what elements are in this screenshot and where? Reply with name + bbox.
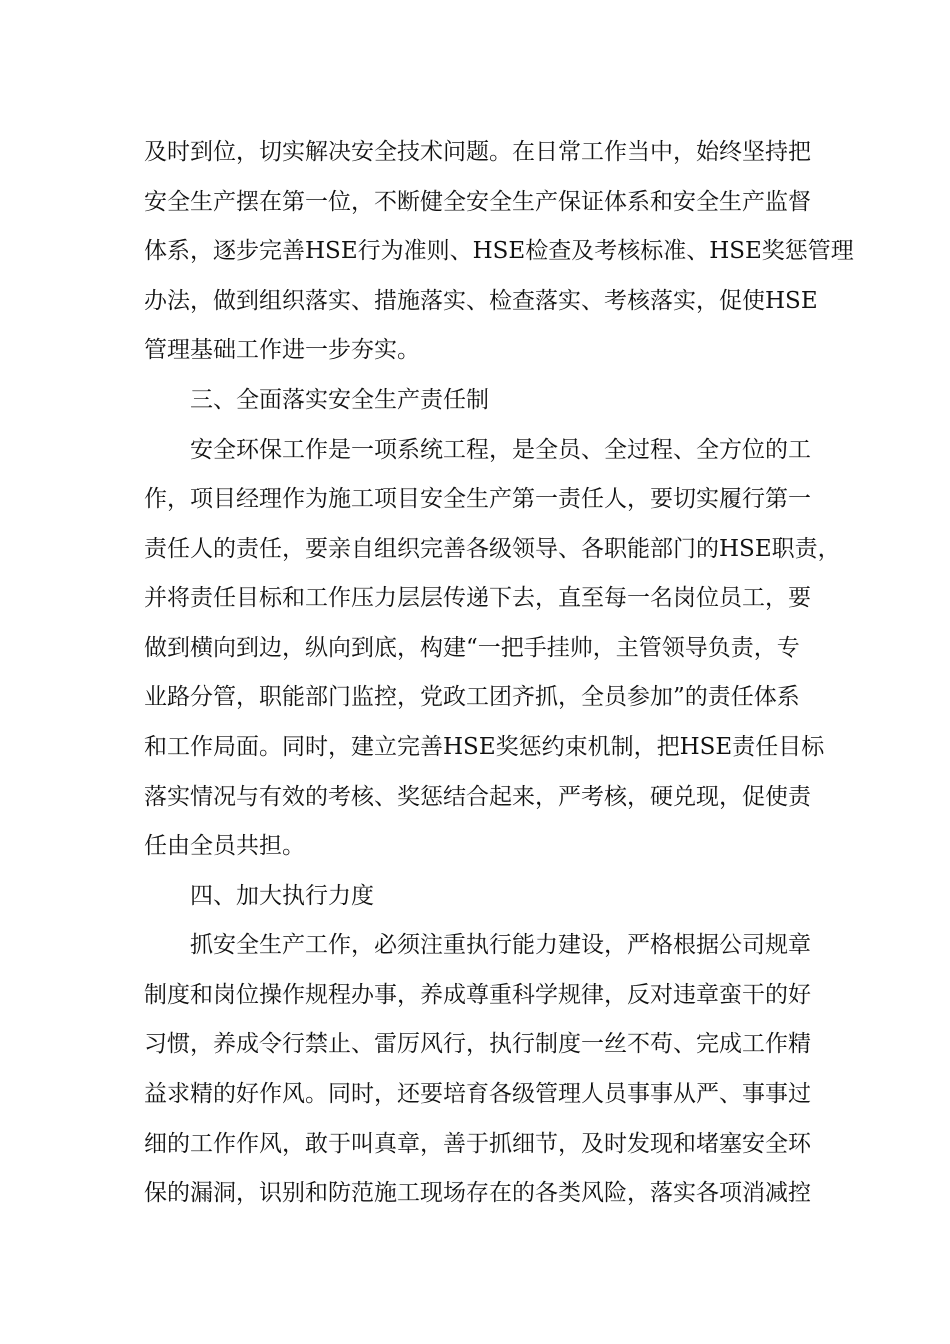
- text-line-content: 安全环保工作是一项系统工程，是全员、全过程、全方位的工: [190, 437, 811, 463]
- text-line-content: 制度和岗位操作规程办事，养成尊重科学规律，反对违章蛮干的好: [144, 982, 811, 1008]
- text-line-content: 任由全员共担。: [144, 833, 305, 859]
- text-line: [0, 630, 950, 666]
- text-line: [0, 1175, 950, 1211]
- section-heading: [0, 878, 950, 914]
- text-line-content: 安全生产摆在第一位，不断健全安全生产保证体系和安全生产监督: [144, 189, 811, 215]
- text-line: [0, 679, 950, 715]
- text-line-content: 和工作局面。同时，建立完善HSE奖惩约束机制，把HSE责任目标: [144, 734, 825, 760]
- text-line: [0, 977, 950, 1013]
- text-line-content: 益求精的好作风。同时，还要培育各级管理人员事事从严、事事过: [144, 1081, 811, 1107]
- text-line: [0, 927, 950, 963]
- text-line-content: 落实情况与有效的考核、奖惩结合起来，严考核，硬兑现，促使责: [144, 784, 811, 810]
- text-line: [0, 233, 950, 269]
- text-line-content: 办法，做到组织落实、措施落实、检查落实、考核落实，促使HSE: [144, 288, 818, 314]
- text-line: [0, 1076, 950, 1112]
- text-line: [0, 184, 950, 220]
- text-line: [0, 779, 950, 815]
- text-line-content: 保的漏洞，识别和防范施工现场存在的各类风险，落实各项消减控: [144, 1180, 811, 1206]
- text-line: [0, 1026, 950, 1062]
- text-line-content: 及时到位，切实解决安全技术问题。在日常工作当中，始终坚持把: [144, 139, 811, 165]
- text-line: [0, 580, 950, 616]
- text-line: [0, 531, 950, 567]
- text-line-content: 并将责任目标和工作压力层层传递下去，直至每一名岗位员工，要: [144, 585, 811, 611]
- text-line: [0, 729, 950, 765]
- text-line-content: 做到横向到边，纵向到底，构建“一把手挂帅，主管领导负责，专: [144, 635, 800, 661]
- text-line-content: 管理基础工作进一步夯实。: [144, 337, 420, 363]
- text-line-content: 责任人的责任，要亲自组织完善各级领导、各职能部门的HSE职责，: [144, 536, 841, 562]
- text-line: [0, 332, 950, 368]
- text-line: [0, 134, 950, 170]
- text-line-content: 体系，逐步完善HSE行为准则、HSE检查及考核标准、HSE奖惩管理: [144, 238, 854, 264]
- section-heading: [0, 382, 950, 418]
- text-line-content: 作，项目经理作为施工项目安全生产第一责任人，要切实履行第一: [144, 486, 811, 512]
- text-line-content: 抓安全生产工作，必须注重执行能力建设，严格根据公司规章: [190, 932, 811, 958]
- text-line-content: 习惯，养成令行禁止、雷厉风行，执行制度一丝不苟、完成工作精: [144, 1031, 811, 1057]
- text-line-content: 业路分管，职能部门监控，党政工团齐抓，全员参加”的责任体系: [144, 684, 800, 710]
- text-line: [0, 481, 950, 517]
- section-heading-text: 三、全面落实安全生产责任制: [190, 387, 489, 413]
- text-line-content: 细的工作作风，敢于叫真章，善于抓细节，及时发现和堵塞安全环: [144, 1131, 811, 1157]
- text-line: [0, 828, 950, 864]
- section-heading-text: 四、加大执行力度: [190, 883, 374, 909]
- text-line: [0, 283, 950, 319]
- text-line: [0, 432, 950, 468]
- text-line: [0, 1126, 950, 1162]
